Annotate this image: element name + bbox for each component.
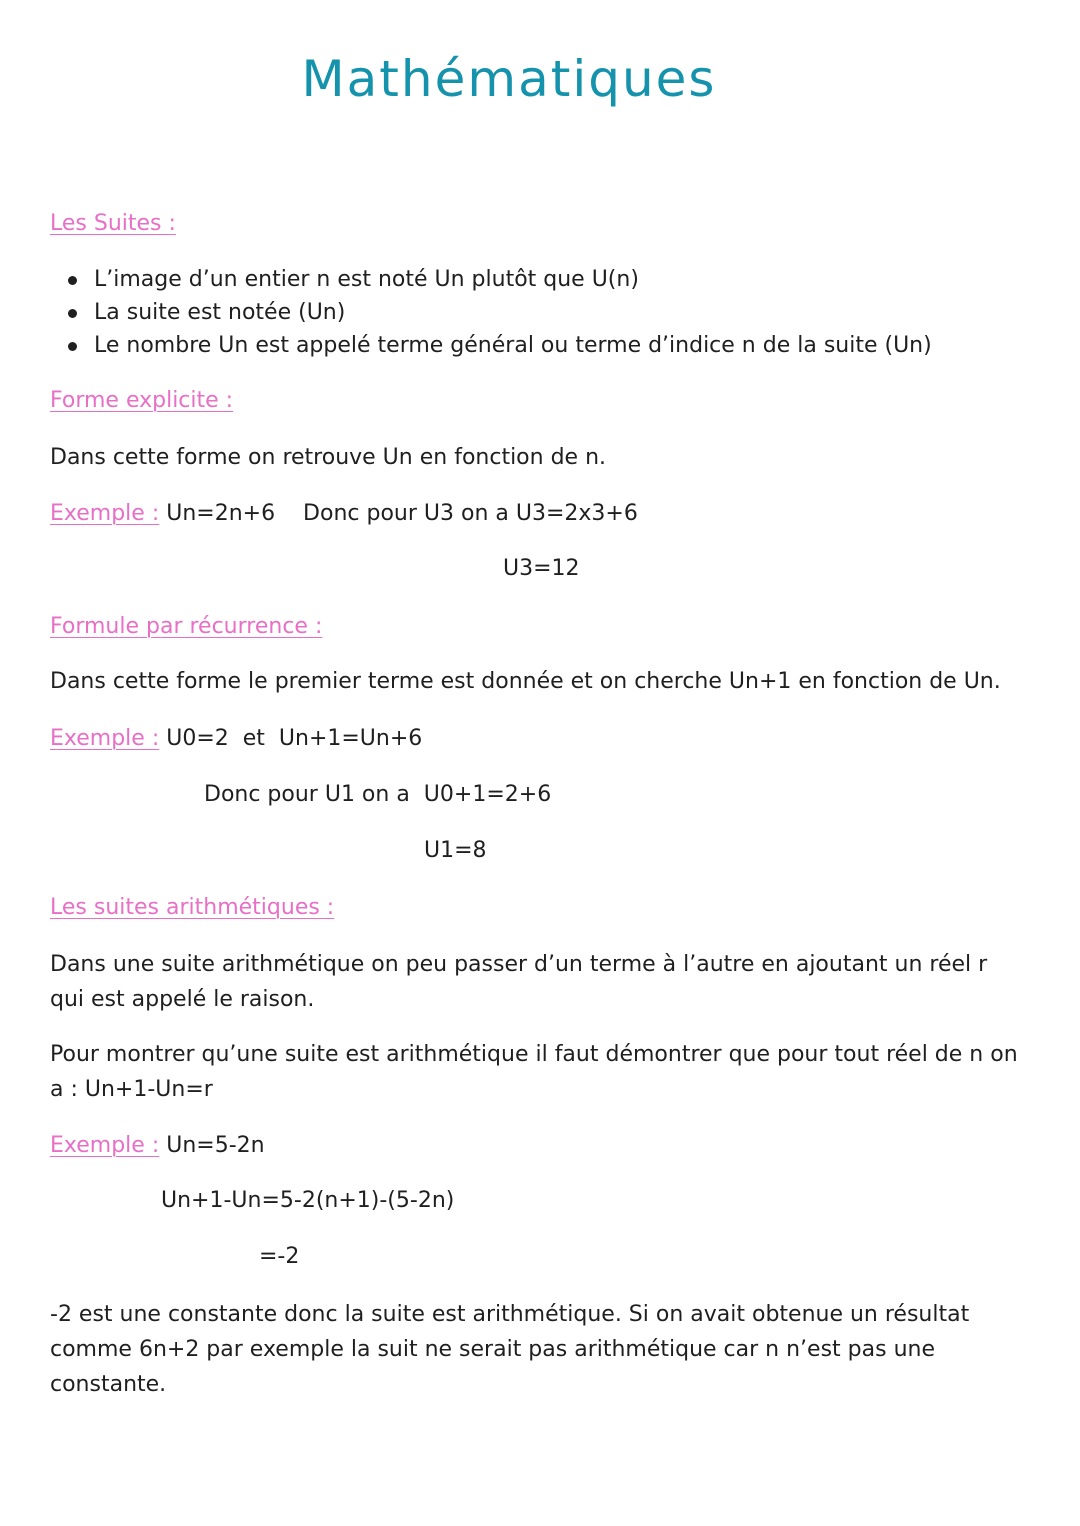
example-label: Exemple :	[50, 501, 160, 526]
example-label: Exemple :	[50, 726, 160, 751]
heading-formule-recurrence: Formule par récurrence :	[50, 614, 323, 639]
list-item: L’image d’un entier n est noté Un plutôt que U(n)	[50, 263, 932, 296]
arithmetiques-example-result: =-2	[259, 1244, 300, 1269]
list-item: La suite est notée (Un)	[50, 296, 932, 329]
recurrence-example-result: U1=8	[424, 838, 487, 863]
arithmetiques-text-2: Pour montrer qu’une suite est arithmétique il faut démontrer que pour tout réel de n on a : Un+1-Un=r	[50, 1042, 1018, 1102]
heading-suites-arithmetiques: Les suites arithmétiques :	[50, 895, 335, 920]
explicite-text: Dans cette forme on retrouve Un en fonction de n.	[50, 445, 607, 470]
heading-les-suites: Les Suites :	[50, 211, 176, 236]
example-formula: U0=2 et Un+1=Un+6	[166, 726, 423, 751]
arithmetiques-conclusion: -2 est une constante donc la suite est arithmétique. Si on avait obtenue un résultat comme 6n+2 par exemple la suit ne serait pas arithmétique car n n’est pas une constante.	[50, 1302, 970, 1397]
heading-forme-explicite: Forme explicite :	[50, 388, 234, 413]
arithmetiques-example-step: Un+1-Un=5-2(n+1)-(5-2n)	[161, 1188, 455, 1213]
arithmetiques-text-1: Dans une suite arithmétique on peu passer d’un terme à l’autre en ajoutant un réel r qui est appelé le raison.	[50, 952, 988, 1012]
recurrence-text: Dans cette forme le premier terme est donnée et on cherche Un+1 en fonction de Un.	[50, 669, 1001, 694]
example-formula: Un=5-2n	[166, 1133, 265, 1158]
page-title: Mathématiques	[301, 50, 717, 108]
suites-bullet-list	[50, 263, 932, 362]
arithmetiques-example-line	[50, 1129, 265, 1163]
explicite-example-result: U3=12	[503, 556, 580, 581]
recurrence-example-step: Donc pour U1 on a U0+1=2+6	[204, 782, 552, 807]
list-item: Le nombre Un est appelé terme général ou terme d’indice n de la suite (Un)	[50, 329, 932, 362]
explicite-example-line	[50, 497, 638, 531]
example-formula: Un=2n+6 Donc pour U3 on a U3=2x3+6	[166, 501, 638, 526]
example-label: Exemple :	[50, 1133, 160, 1158]
recurrence-example-line	[50, 722, 422, 756]
